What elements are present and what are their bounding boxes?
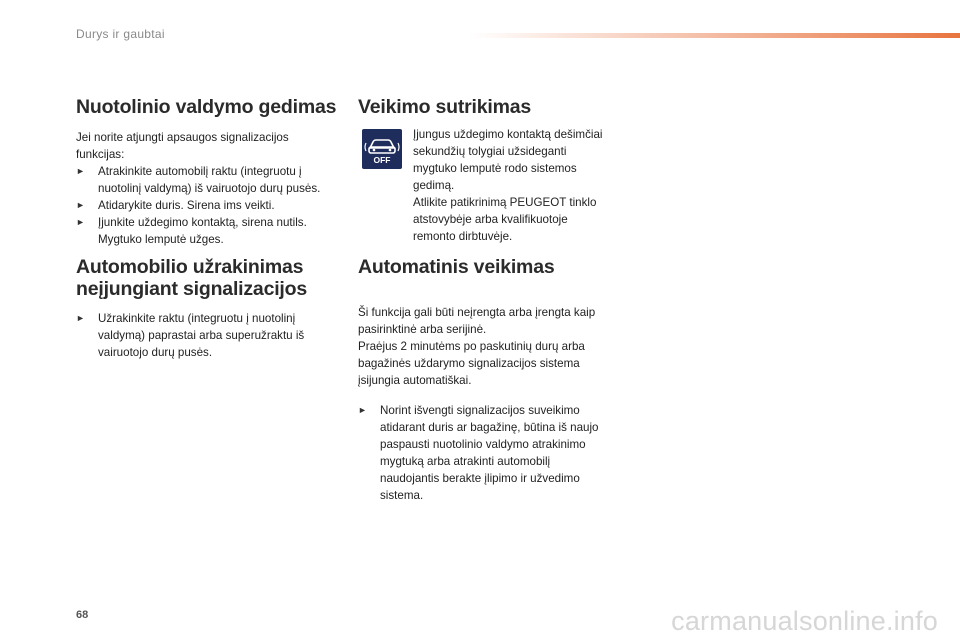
text-line: remonto dirbtuvėje. <box>413 230 513 243</box>
watermark: carmanualsonline.info <box>671 606 938 636</box>
section-locking-without-alarm <box>76 256 338 361</box>
section-title-automatic: Automatinis veikimas <box>358 256 555 278</box>
text-line: pasirinktinė arba serijinė. <box>358 323 487 336</box>
triangle-bullet-icon: ► <box>76 166 85 176</box>
left-column <box>76 96 338 359</box>
list-item <box>76 214 338 248</box>
header-accent-rule <box>470 33 960 38</box>
text-line: sekundžių tolygiai užsideganti <box>413 145 567 158</box>
bullet-list <box>358 402 628 504</box>
text-line: Ši funkcija gali būti neįrengta arba įrengta kaip <box>358 306 596 319</box>
section-intro <box>76 129 338 163</box>
section-title-remote-failure: Nuotolinio valdymo gedimas <box>76 96 337 118</box>
text-line: Įjunkite uždegimo kontaktą, sirena nutils. <box>98 216 307 229</box>
text-line: mygtuką arba atrakinti automobilį <box>380 455 551 468</box>
car-alarm-off-icon <box>362 129 402 169</box>
page-number: 68 <box>76 609 89 621</box>
section-title-malfunction: Veikimo sutrikimas <box>358 96 532 118</box>
right-column <box>358 96 628 502</box>
list-item <box>358 402 628 504</box>
text-line: funkcijas: <box>76 148 125 161</box>
text-line: sistema. <box>380 489 424 502</box>
section-intro <box>358 304 628 389</box>
text-line: Atrakinkite automobilį raktu (integruotu į <box>98 165 302 178</box>
section-title-locking <box>76 256 338 300</box>
text-line: įsijungia automatiškai. <box>358 374 472 387</box>
text-line: naudojantis berakte įlipimo ir užvedimo <box>380 472 580 485</box>
text-line: Atidarykite duris. Sirena ims veikti. <box>98 199 275 212</box>
icon-off-label: OFF <box>373 155 391 165</box>
bullet-list <box>76 310 338 361</box>
chapter-title: Durys ir gaubtai <box>76 27 165 41</box>
text-line: Praėjus 2 minutėms po paskutinių durų arba <box>358 340 585 353</box>
text-line: atidarant duris ar bagažinę, būtina iš naujo <box>380 421 599 434</box>
text-line: bagažinės uždarymo signalizacijos sistema <box>358 357 580 370</box>
title-line: neįjungiant signalizacijos <box>76 278 308 300</box>
triangle-bullet-icon: ► <box>76 200 85 210</box>
section-automatic-operation <box>358 256 628 504</box>
text-line: Norint išvengti signalizacijos suveikimo <box>380 404 580 417</box>
text-line: Mygtuko lemputė užges. <box>98 233 224 246</box>
text-line: Užrakinkite raktu (integruotu į nuotolinį <box>98 312 296 325</box>
text-line: gedimą. <box>413 179 455 192</box>
text-line: vairuotojo durų pusės. <box>98 346 213 359</box>
text-line: atstovybėje arba kvalifikuotoje <box>413 213 568 226</box>
list-item <box>76 163 338 197</box>
triangle-bullet-icon: ► <box>76 313 85 323</box>
text-line: nuotolinį valdymą) iš vairuotojo durų pusės. <box>98 182 321 195</box>
list-item <box>76 197 338 214</box>
malfunction-text <box>413 126 628 245</box>
triangle-bullet-icon: ► <box>358 405 367 415</box>
text-line: valdymą) paprastai arba superužraktu iš <box>98 329 305 342</box>
triangle-bullet-icon: ► <box>76 217 85 227</box>
title-line: Automobilio užrakinimas <box>76 256 304 278</box>
text-line: Atlikite patikrinimą PEUGEOT tinklo <box>413 196 597 209</box>
text-line: paspausti nuotolinio valdymo atrakinimo <box>380 438 586 451</box>
bullet-list <box>76 163 338 248</box>
text-line: Įjungus uždegimo kontaktą dešimčiai <box>413 128 603 141</box>
list-item <box>76 310 338 361</box>
text-line: mygtuko lemputė rodo sistemos <box>413 162 577 175</box>
text-line: Jei norite atjungti apsaugos signalizacijos <box>76 131 289 144</box>
